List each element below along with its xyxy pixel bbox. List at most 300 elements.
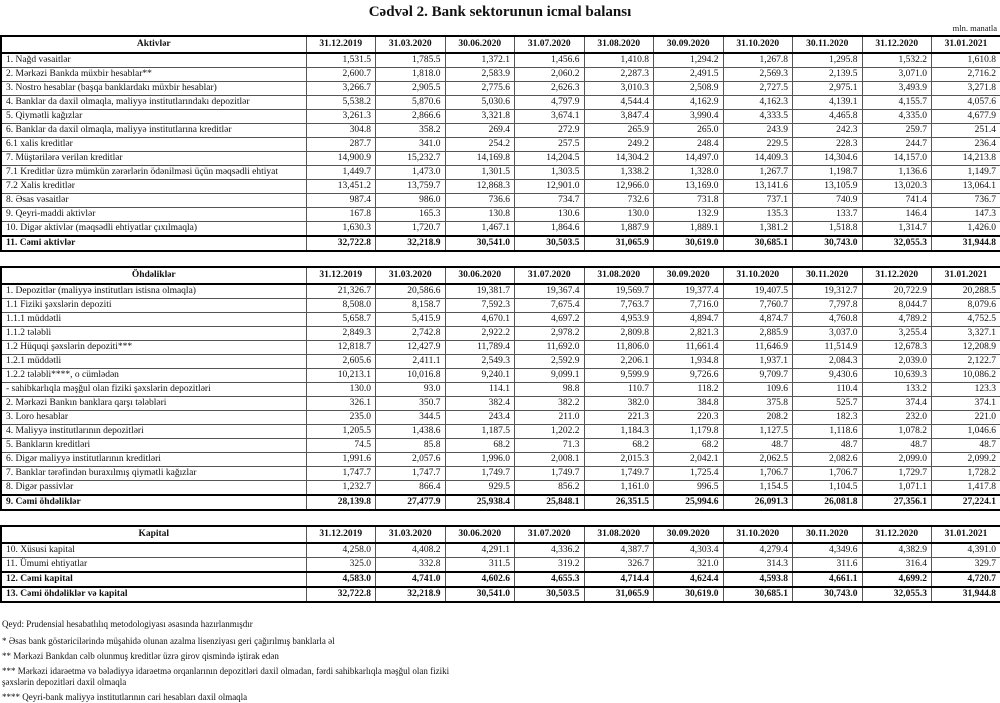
table-head bbox=[1, 36, 1000, 53]
date-column-header: 31.07.2020 bbox=[515, 526, 585, 543]
value-cell: 1,314.7 bbox=[862, 222, 932, 237]
date-column-header: 31.07.2020 bbox=[515, 267, 585, 284]
value-cell: 12,901.0 bbox=[515, 180, 585, 194]
value-cell: 9,599.9 bbox=[584, 369, 654, 383]
value-cell: 229.5 bbox=[723, 138, 793, 152]
value-cell: 14,900.9 bbox=[306, 152, 376, 166]
value-cell: 4,661.1 bbox=[793, 572, 863, 587]
value-cell: 14,409.3 bbox=[723, 152, 793, 166]
table-row bbox=[1, 180, 1000, 194]
value-cell: 319.2 bbox=[515, 558, 585, 573]
row-label-cell: 7.2 Xalis kreditlər bbox=[1, 180, 306, 194]
value-cell: 736.7 bbox=[932, 194, 1000, 208]
value-cell: 2,062.5 bbox=[723, 453, 793, 467]
date-column-header: 31.01.2021 bbox=[932, 526, 1000, 543]
footnote-item: *** Mərkəzi idarəetmə və bələdiyyə idarəetmə orqanlarının depozitləri daxil olmadan, fərdi sahibkarlıqla məşğul olan fiziki şəxslərin depozitləri daxil olmaqla bbox=[2, 666, 480, 688]
table-row bbox=[1, 313, 1000, 327]
value-cell: 12,818.7 bbox=[306, 341, 376, 355]
value-cell: 2,508.9 bbox=[654, 82, 724, 96]
date-column-header: 30.09.2020 bbox=[654, 526, 724, 543]
row-label-cell: 6. Digər maliyyə institutlarının kreditləri bbox=[1, 453, 306, 467]
value-cell: 1,328.0 bbox=[654, 166, 724, 180]
value-cell: 182.3 bbox=[793, 411, 863, 425]
value-cell: 2,775.6 bbox=[445, 82, 515, 96]
value-cell: 11,806.0 bbox=[584, 341, 654, 355]
value-cell: 14,497.0 bbox=[654, 152, 724, 166]
table-row bbox=[1, 138, 1000, 152]
value-cell: 1,473.0 bbox=[376, 166, 446, 180]
value-cell: 1,729.7 bbox=[862, 467, 932, 481]
value-cell: 304.8 bbox=[306, 124, 376, 138]
value-cell: 30,685.1 bbox=[723, 236, 793, 251]
value-cell: 1,531.5 bbox=[306, 53, 376, 68]
value-cell: 2,905.5 bbox=[376, 82, 446, 96]
value-cell: 3,493.9 bbox=[862, 82, 932, 96]
value-cell: 856.2 bbox=[515, 481, 585, 496]
row-label-cell: 11. Cəmi aktivlər bbox=[1, 236, 306, 251]
date-column-header: 31.12.2019 bbox=[306, 267, 376, 284]
value-cell: 929.5 bbox=[445, 481, 515, 496]
table-row bbox=[1, 369, 1000, 383]
value-cell: 32,055.3 bbox=[862, 236, 932, 251]
value-cell: 14,304.2 bbox=[584, 152, 654, 166]
value-cell: 9,240.1 bbox=[445, 369, 515, 383]
value-cell: 98.8 bbox=[515, 383, 585, 397]
value-cell: 4,382.9 bbox=[862, 543, 932, 558]
table-row bbox=[1, 411, 1000, 425]
date-column-header: 31.12.2020 bbox=[862, 267, 932, 284]
row-label-cell: 10. Xüsusi kapital bbox=[1, 543, 306, 558]
value-cell: 4,593.8 bbox=[723, 572, 793, 587]
value-cell: 3,327.1 bbox=[932, 327, 1000, 341]
value-cell: 8,079.6 bbox=[932, 299, 1000, 313]
value-cell: 1,184.3 bbox=[584, 425, 654, 439]
value-cell: 4,894.7 bbox=[654, 313, 724, 327]
value-cell: 4,789.2 bbox=[862, 313, 932, 327]
row-label-cell: 1. Nağd vəsaitlər bbox=[1, 53, 306, 68]
value-cell: 31,944.8 bbox=[932, 587, 1000, 602]
value-cell: 19,407.5 bbox=[723, 284, 793, 299]
value-cell: 2,885.9 bbox=[723, 327, 793, 341]
value-cell: 11,789.4 bbox=[445, 341, 515, 355]
row-label-cell: 9. Cəmi öhdəliklər bbox=[1, 495, 306, 510]
value-cell: 4,697.2 bbox=[515, 313, 585, 327]
value-cell: 4,387.7 bbox=[584, 543, 654, 558]
table-row bbox=[1, 543, 1000, 558]
value-cell: 11,514.9 bbox=[793, 341, 863, 355]
row-label-cell: 11. Ümumi ehtiyatlar bbox=[1, 558, 306, 573]
table-row bbox=[1, 208, 1000, 222]
value-cell: 1,749.7 bbox=[445, 467, 515, 481]
value-cell: 1,118.6 bbox=[793, 425, 863, 439]
value-cell: 1,996.0 bbox=[445, 453, 515, 467]
value-cell: 32,722.8 bbox=[306, 236, 376, 251]
value-cell: 30,503.5 bbox=[515, 587, 585, 602]
value-cell: 30,541.0 bbox=[445, 587, 515, 602]
value-cell: 71.3 bbox=[515, 439, 585, 453]
value-cell: 130.8 bbox=[445, 208, 515, 222]
value-cell: 1,381.2 bbox=[723, 222, 793, 237]
row-label-cell: 7.1 Kreditlər üzrə mümkün zərərlərin ödənilməsi üçün məqsədli ehtiyat bbox=[1, 166, 306, 180]
table-row bbox=[1, 82, 1000, 96]
value-cell: 13,169.0 bbox=[654, 180, 724, 194]
value-cell: 325.0 bbox=[306, 558, 376, 573]
value-cell: 1,149.7 bbox=[932, 166, 1000, 180]
value-cell: 4,465.8 bbox=[793, 110, 863, 124]
value-cell: 11,661.4 bbox=[654, 341, 724, 355]
value-cell: 1,864.6 bbox=[515, 222, 585, 237]
value-cell: 265.0 bbox=[654, 124, 724, 138]
value-cell: 2,549.3 bbox=[445, 355, 515, 369]
value-cell: 1,749.7 bbox=[515, 467, 585, 481]
value-cell: 13,451.2 bbox=[306, 180, 376, 194]
value-cell: 4,677.9 bbox=[932, 110, 1000, 124]
value-cell: 114.1 bbox=[445, 383, 515, 397]
value-cell: 30,619.0 bbox=[654, 236, 724, 251]
value-cell: 2,866.6 bbox=[376, 110, 446, 124]
value-cell: 2,849.3 bbox=[306, 327, 376, 341]
value-cell: 118.2 bbox=[654, 383, 724, 397]
value-cell: 32,218.9 bbox=[376, 587, 446, 602]
table-head bbox=[1, 267, 1000, 284]
value-cell: 321.0 bbox=[654, 558, 724, 573]
value-cell: 866.4 bbox=[376, 481, 446, 496]
value-cell: 3,990.4 bbox=[654, 110, 724, 124]
table-row bbox=[1, 152, 1000, 166]
value-cell: 4,155.7 bbox=[862, 96, 932, 110]
value-cell: 4,752.5 bbox=[932, 313, 1000, 327]
value-cell: 257.5 bbox=[515, 138, 585, 152]
value-cell: 4,953.9 bbox=[584, 313, 654, 327]
value-cell: 30,619.0 bbox=[654, 587, 724, 602]
value-cell: 382.0 bbox=[584, 397, 654, 411]
value-cell: 4,162.3 bbox=[723, 96, 793, 110]
footnote-item: **** Qeyri-bank maliyyə institutlarının cari hesabları daxil olmaqla bbox=[2, 692, 480, 703]
value-cell: 12,427.9 bbox=[376, 341, 446, 355]
value-cell: 3,266.7 bbox=[306, 82, 376, 96]
value-cell: 259.7 bbox=[862, 124, 932, 138]
value-cell: 3,321.8 bbox=[445, 110, 515, 124]
table-row bbox=[1, 68, 1000, 82]
date-column-header: 31.10.2020 bbox=[723, 36, 793, 53]
value-cell: 2,099.2 bbox=[932, 453, 1000, 467]
value-cell: 48.7 bbox=[793, 439, 863, 453]
value-cell: 1,449.7 bbox=[306, 166, 376, 180]
value-cell: 19,312.7 bbox=[793, 284, 863, 299]
value-cell: 2,082.6 bbox=[793, 453, 863, 467]
value-cell: 2,583.9 bbox=[445, 68, 515, 82]
table-body bbox=[1, 543, 1000, 602]
row-label-cell: 3. Loro hesablar bbox=[1, 411, 306, 425]
row-label-cell: 3. Nostro hesablar (başqa banklardakı müxbir hesablar) bbox=[1, 82, 306, 96]
value-cell: 2,084.3 bbox=[793, 355, 863, 369]
value-cell: 1,078.2 bbox=[862, 425, 932, 439]
table-row bbox=[1, 467, 1000, 481]
row-label-cell: 4. Banklar da daxil olmaqla, maliyyə institutlarındakı depozitlər bbox=[1, 96, 306, 110]
value-cell: 13,064.1 bbox=[932, 180, 1000, 194]
value-cell: 1,136.6 bbox=[862, 166, 932, 180]
header-row bbox=[1, 36, 1000, 53]
value-cell: 1,232.7 bbox=[306, 481, 376, 496]
value-cell: 13,759.7 bbox=[376, 180, 446, 194]
value-cell: 1,934.8 bbox=[654, 355, 724, 369]
value-cell: 1,747.7 bbox=[376, 467, 446, 481]
value-cell: 4,874.7 bbox=[723, 313, 793, 327]
value-cell: 2,809.8 bbox=[584, 327, 654, 341]
value-cell: 9,430.6 bbox=[793, 369, 863, 383]
table-body bbox=[1, 284, 1000, 510]
value-cell: 525.7 bbox=[793, 397, 863, 411]
value-cell: 4,333.5 bbox=[723, 110, 793, 124]
section-header-cell: Aktivlər bbox=[1, 36, 306, 53]
header-row bbox=[1, 526, 1000, 543]
table-row bbox=[1, 587, 1000, 602]
value-cell: 1,372.1 bbox=[445, 53, 515, 68]
row-label-cell: 1.2 Hüquqi şəxslərin depoziti*** bbox=[1, 341, 306, 355]
table-row bbox=[1, 397, 1000, 411]
value-cell: 326.7 bbox=[584, 558, 654, 573]
value-cell: 269.4 bbox=[445, 124, 515, 138]
value-cell: 2,411.1 bbox=[376, 355, 446, 369]
value-cell: 28,139.8 bbox=[306, 495, 376, 510]
value-cell: 48.7 bbox=[932, 439, 1000, 453]
value-cell: 2,626.3 bbox=[515, 82, 585, 96]
value-cell: 3,271.8 bbox=[932, 82, 1000, 96]
value-cell: 1,438.6 bbox=[376, 425, 446, 439]
value-cell: 4,408.2 bbox=[376, 543, 446, 558]
value-cell: 2,287.3 bbox=[584, 68, 654, 82]
value-cell: 11,692.0 bbox=[515, 341, 585, 355]
value-cell: 13,141.6 bbox=[723, 180, 793, 194]
value-cell: 2,922.2 bbox=[445, 327, 515, 341]
value-cell: 13,105.9 bbox=[793, 180, 863, 194]
value-cell: 3,037.0 bbox=[793, 327, 863, 341]
value-cell: 374.4 bbox=[862, 397, 932, 411]
value-cell: 26,081.8 bbox=[793, 495, 863, 510]
value-cell: 1,303.5 bbox=[515, 166, 585, 180]
value-cell: 4,349.6 bbox=[793, 543, 863, 558]
table-row bbox=[1, 236, 1000, 251]
row-label-cell: 7. Banklar tərəfindən buraxılmış qiymətli kağızlar bbox=[1, 467, 306, 481]
date-column-header: 31.10.2020 bbox=[723, 267, 793, 284]
value-cell: 146.4 bbox=[862, 208, 932, 222]
value-cell: 1,202.2 bbox=[515, 425, 585, 439]
value-cell: 19,367.4 bbox=[515, 284, 585, 299]
value-cell: 311.6 bbox=[793, 558, 863, 573]
value-cell: 4,797.9 bbox=[515, 96, 585, 110]
table-row bbox=[1, 453, 1000, 467]
value-cell: 30,743.0 bbox=[793, 587, 863, 602]
row-label-cell: 1.1 Fiziki şəxslərin depoziti bbox=[1, 299, 306, 313]
footnotes bbox=[0, 617, 1000, 703]
balance-table-ohdelikler bbox=[0, 266, 1000, 511]
value-cell: 2,057.6 bbox=[376, 453, 446, 467]
row-label-cell: 8. Digər passivlər bbox=[1, 481, 306, 496]
value-cell: 14,213.8 bbox=[932, 152, 1000, 166]
footnote-item: * Əsas bank göstəricilərində müşahidə olunan azalma lisenziyası geri çağırılmış banklarla əl bbox=[2, 636, 480, 647]
value-cell: 4,258.0 bbox=[306, 543, 376, 558]
value-cell: 242.3 bbox=[793, 124, 863, 138]
value-cell: 7,760.7 bbox=[723, 299, 793, 313]
value-cell: 20,722.9 bbox=[862, 284, 932, 299]
value-cell: 232.0 bbox=[862, 411, 932, 425]
value-cell: 74.5 bbox=[306, 439, 376, 453]
value-cell: 1,104.5 bbox=[793, 481, 863, 496]
value-cell: 68.2 bbox=[445, 439, 515, 453]
value-cell: 2,600.7 bbox=[306, 68, 376, 82]
value-cell: 4,336.2 bbox=[515, 543, 585, 558]
date-column-header: 31.12.2019 bbox=[306, 526, 376, 543]
row-label-cell: 5. Bankların kreditləri bbox=[1, 439, 306, 453]
value-cell: 4,655.3 bbox=[515, 572, 585, 587]
value-cell: 1,518.8 bbox=[793, 222, 863, 237]
value-cell: 31,065.9 bbox=[584, 236, 654, 251]
value-cell: 2,099.0 bbox=[862, 453, 932, 467]
table-row bbox=[1, 383, 1000, 397]
value-cell: 32,722.8 bbox=[306, 587, 376, 602]
value-cell: 14,157.0 bbox=[862, 152, 932, 166]
value-cell: 235.0 bbox=[306, 411, 376, 425]
value-cell: 7,797.8 bbox=[793, 299, 863, 313]
date-column-header: 31.03.2020 bbox=[376, 36, 446, 53]
value-cell: 147.3 bbox=[932, 208, 1000, 222]
value-cell: 731.8 bbox=[654, 194, 724, 208]
value-cell: 14,169.8 bbox=[445, 152, 515, 166]
table-row bbox=[1, 124, 1000, 138]
value-cell: 1,785.5 bbox=[376, 53, 446, 68]
value-cell: 1,610.8 bbox=[932, 53, 1000, 68]
value-cell: 20,288.5 bbox=[932, 284, 1000, 299]
value-cell: 7,675.4 bbox=[515, 299, 585, 313]
table-row bbox=[1, 439, 1000, 453]
value-cell: 7,592.3 bbox=[445, 299, 515, 313]
date-column-header: 31.08.2020 bbox=[584, 36, 654, 53]
row-label-cell: 9. Qeyri-maddi aktivlər bbox=[1, 208, 306, 222]
balance-table-aktivler bbox=[0, 35, 1000, 252]
row-label-cell: 6.1 xalis kreditlər bbox=[1, 138, 306, 152]
value-cell: 8,044.7 bbox=[862, 299, 932, 313]
value-cell: 1,179.8 bbox=[654, 425, 724, 439]
value-cell: 1,205.5 bbox=[306, 425, 376, 439]
value-cell: 2,821.3 bbox=[654, 327, 724, 341]
value-cell: 1,706.7 bbox=[793, 467, 863, 481]
value-cell: 1,467.1 bbox=[445, 222, 515, 237]
value-cell: 329.7 bbox=[932, 558, 1000, 573]
value-cell: 19,569.7 bbox=[584, 284, 654, 299]
date-column-header: 31.01.2021 bbox=[932, 36, 1000, 53]
date-column-header: 30.11.2020 bbox=[793, 36, 863, 53]
value-cell: 382.4 bbox=[445, 397, 515, 411]
row-label-cell: - sahibkarlıqla məşğul olan fiziki şəxslərin depozitləri bbox=[1, 383, 306, 397]
row-label-cell: 8. Əsas vəsaitlər bbox=[1, 194, 306, 208]
value-cell: 4,279.4 bbox=[723, 543, 793, 558]
value-cell: 15,232.7 bbox=[376, 152, 446, 166]
value-cell: 8,158.7 bbox=[376, 299, 446, 313]
value-cell: 31,944.8 bbox=[932, 236, 1000, 251]
value-cell: 27,477.9 bbox=[376, 495, 446, 510]
value-cell: 244.7 bbox=[862, 138, 932, 152]
row-label-cell: 1.1.2 tələbli bbox=[1, 327, 306, 341]
value-cell: 220.3 bbox=[654, 411, 724, 425]
value-cell: 2,978.2 bbox=[515, 327, 585, 341]
value-cell: 10,213.1 bbox=[306, 369, 376, 383]
value-cell: 5,538.2 bbox=[306, 96, 376, 110]
value-cell: 287.7 bbox=[306, 138, 376, 152]
value-cell: 732.6 bbox=[584, 194, 654, 208]
value-cell: 375.8 bbox=[723, 397, 793, 411]
value-cell: 1,818.0 bbox=[376, 68, 446, 82]
value-cell: 14,304.6 bbox=[793, 152, 863, 166]
value-cell: 254.2 bbox=[445, 138, 515, 152]
value-cell: 167.8 bbox=[306, 208, 376, 222]
table-row bbox=[1, 341, 1000, 355]
value-cell: 2,139.5 bbox=[793, 68, 863, 82]
date-column-header: 31.01.2021 bbox=[932, 267, 1000, 284]
value-cell: 986.0 bbox=[376, 194, 446, 208]
value-cell: 48.7 bbox=[862, 439, 932, 453]
report-title: Cədvəl 2. Bank sektorunun icmal balansı bbox=[0, 0, 1000, 21]
value-cell: 384.8 bbox=[654, 397, 724, 411]
value-cell: 4,139.1 bbox=[793, 96, 863, 110]
value-cell: 741.4 bbox=[862, 194, 932, 208]
value-cell: 208.2 bbox=[723, 411, 793, 425]
value-cell: 1,338.2 bbox=[584, 166, 654, 180]
value-cell: 12,678.3 bbox=[862, 341, 932, 355]
value-cell: 25,938.4 bbox=[445, 495, 515, 510]
value-cell: 110.7 bbox=[584, 383, 654, 397]
table-row bbox=[1, 166, 1000, 180]
value-cell: 3,255.4 bbox=[862, 327, 932, 341]
date-column-header: 30.11.2020 bbox=[793, 526, 863, 543]
value-cell: 311.5 bbox=[445, 558, 515, 573]
value-cell: 1,749.7 bbox=[584, 467, 654, 481]
table-row bbox=[1, 355, 1000, 369]
value-cell: 1,426.0 bbox=[932, 222, 1000, 237]
value-cell: 27,356.1 bbox=[862, 495, 932, 510]
table-row bbox=[1, 299, 1000, 313]
value-cell: 32,055.3 bbox=[862, 587, 932, 602]
row-label-cell: 2. Mərkəzi Bankda müxbir hesablar** bbox=[1, 68, 306, 82]
value-cell: 1,294.2 bbox=[654, 53, 724, 68]
table-row bbox=[1, 284, 1000, 299]
table-row bbox=[1, 222, 1000, 237]
date-column-header: 30.09.2020 bbox=[654, 36, 724, 53]
footnote-item: Qeyd: Prudensial hesabatlılıq metodologiyası əsasında hazırlanmışdır bbox=[2, 619, 480, 630]
value-cell: 251.4 bbox=[932, 124, 1000, 138]
value-cell: 13,020.3 bbox=[862, 180, 932, 194]
value-cell: 314.3 bbox=[723, 558, 793, 573]
value-cell: 4,162.9 bbox=[654, 96, 724, 110]
date-column-header: 30.06.2020 bbox=[445, 526, 515, 543]
value-cell: 9,709.7 bbox=[723, 369, 793, 383]
value-cell: 243.4 bbox=[445, 411, 515, 425]
value-cell: 25,848.1 bbox=[515, 495, 585, 510]
date-column-header: 31.10.2020 bbox=[723, 526, 793, 543]
table-row bbox=[1, 110, 1000, 124]
value-cell: 265.9 bbox=[584, 124, 654, 138]
value-cell: 221.3 bbox=[584, 411, 654, 425]
value-cell: 4,583.0 bbox=[306, 572, 376, 587]
row-label-cell: 2. Mərkəzi Bankın banklara qarşı tələbləri bbox=[1, 397, 306, 411]
value-cell: 2,122.7 bbox=[932, 355, 1000, 369]
value-cell: 4,760.8 bbox=[793, 313, 863, 327]
value-cell: 344.5 bbox=[376, 411, 446, 425]
value-cell: 21,326.7 bbox=[306, 284, 376, 299]
value-cell: 211.0 bbox=[515, 411, 585, 425]
value-cell: 249.2 bbox=[584, 138, 654, 152]
value-cell: 272.9 bbox=[515, 124, 585, 138]
row-label-cell: 1.1.1 müddətli bbox=[1, 313, 306, 327]
